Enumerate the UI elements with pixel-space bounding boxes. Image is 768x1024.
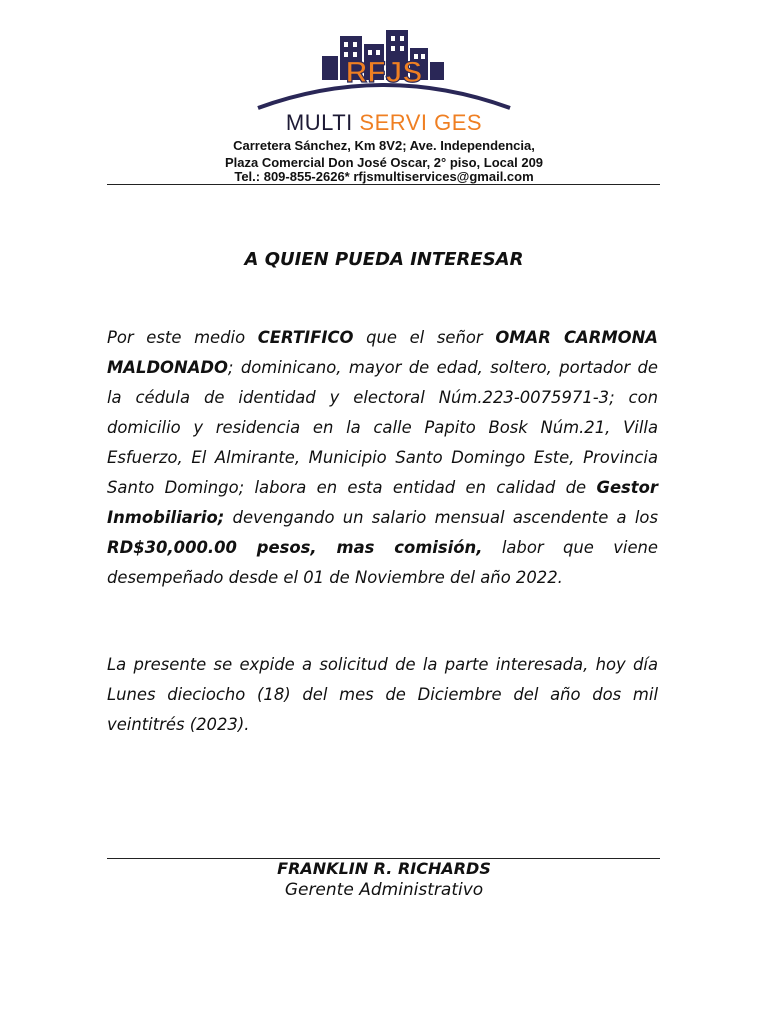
p1-role: Gestor Inmobiliario; (107, 478, 658, 527)
company-name-part2: SERVI GES (359, 110, 483, 135)
body-paragraph-2: La presente se expide a solicitud de la parte interesada, hoy día Lunes dieciocho (18) del mes de Diciembre del año dos mil veintitrés (2023). (107, 655, 658, 734)
company-name-part1: MULTI (285, 110, 353, 135)
company-name (0, 110, 768, 136)
p1-certifico: CERTIFICO (257, 328, 354, 347)
address-line-2: Plaza Comercial Don José Oscar, 2° piso, Local 209 (224, 155, 544, 170)
signatory-name: FRANKLIN R. RICHARDS (277, 859, 491, 878)
document-heading: A QUIEN PUEDA INTERESAR (244, 249, 524, 270)
p1-text-c: ; dominicano, mayor de edad, soltero, portador de la cédula de identidad y electoral Núm.223-0075971-3; con domicilio y residencia en la calle Papito Bosk Núm.21, Villa Esfuerzo, El Almirante, Municipio Santo Domingo Este, Provincia Santo Domingo; labora en esta entidad en calidad de (107, 358, 658, 497)
logo-text: RFJS (345, 56, 423, 89)
signatory-title: Gerente Administrativo (284, 880, 484, 900)
p1-text-e: labor que viene desempeñado desde el 01 de Noviembre del año 2022. (107, 538, 658, 587)
address-line-1: Carretera Sánchez, Km 8V2; Ave. Independencia, (233, 138, 535, 153)
p1-text-b: que el señor (353, 328, 496, 347)
contact-line: Tel.: 809-855-2626* rfjsmultiservices@gmail.com (234, 169, 534, 184)
p1-text-d: devengando un salario mensual ascendente a los (224, 508, 658, 527)
p1-employee-name: OMAR CARMONA MALDONADO (107, 328, 658, 377)
p1-salary: RD$30,000.00 pesos, mas comisión, (107, 538, 483, 557)
body-paragraph-1 (107, 323, 658, 593)
company-logo (254, 22, 514, 114)
p1-text-a: Por este medio (107, 328, 258, 347)
header-divider (107, 184, 660, 185)
